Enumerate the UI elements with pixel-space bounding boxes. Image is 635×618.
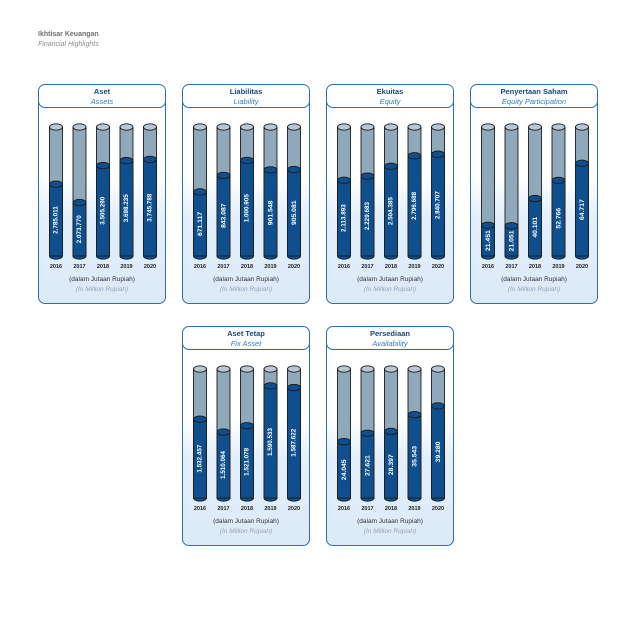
- chart-title: Persediaan: [369, 329, 411, 338]
- value-label: 2.113.893: [340, 204, 348, 232]
- tick-label: 2018: [96, 264, 110, 270]
- tick-label: 2019: [552, 264, 565, 270]
- chart-aset-tetap: [183, 327, 309, 546]
- bar-group: [505, 124, 518, 270]
- panel-header: [182, 84, 310, 108]
- bar-fill-top: [408, 411, 421, 417]
- bar-cap: [241, 124, 254, 130]
- chart-title: Ekuitas: [376, 87, 404, 96]
- panel-penyertaan-saham: [470, 84, 598, 304]
- bar-group: [217, 124, 230, 270]
- unit-label-en: (In Million Rupiah): [219, 528, 273, 535]
- bar-group: [144, 124, 157, 270]
- value-label: 1.587.622: [290, 428, 298, 457]
- unit-label-en: (In Million Rupiah): [219, 286, 273, 293]
- bar-cap: [217, 124, 230, 130]
- bar-fill-top: [338, 438, 351, 444]
- chart-subtitle: Fix Asset: [230, 339, 262, 348]
- bar-cap: [144, 124, 157, 130]
- bar-cap: [194, 366, 207, 372]
- bar-cap: [576, 124, 589, 130]
- bar-group: [385, 366, 398, 512]
- bar-fill-top: [361, 173, 374, 179]
- bar-cap: [361, 366, 374, 372]
- bar-fill-top: [361, 430, 374, 436]
- unit-label: (dalam Jutaan Rupiah): [69, 276, 135, 283]
- chart-title: Liabilitas: [229, 87, 263, 96]
- unit-label: (dalam Jutaan Rupiah): [213, 276, 279, 283]
- bar-group: [552, 124, 565, 270]
- value-label: 52.766: [555, 207, 563, 229]
- unit-label: (dalam Jutaan Rupiah): [357, 518, 423, 525]
- unit-label: (dalam Jutaan Rupiah): [357, 276, 423, 283]
- value-label: 905.081: [290, 200, 298, 226]
- bar-cap: [385, 124, 398, 130]
- bar-fill-top: [73, 199, 86, 205]
- bar-fill-top: [241, 157, 254, 163]
- unit-label-en: (In Million Rupiah): [507, 286, 561, 293]
- bar-group: [432, 366, 445, 512]
- tick-label: 2019: [120, 264, 133, 270]
- bar-cap: [338, 124, 351, 130]
- panel-header: [38, 84, 166, 108]
- bar-group: [241, 124, 254, 270]
- value-label: 27.621: [364, 455, 372, 477]
- report-subtitle: Financial Highlights: [38, 41, 99, 48]
- value-label: 2.840.707: [434, 191, 442, 220]
- tick-label: 2020: [431, 264, 445, 270]
- bar-cap: [432, 124, 445, 130]
- bar-cap: [288, 124, 301, 130]
- tick-label: 2017: [217, 506, 230, 512]
- value-label: 901.548: [267, 200, 275, 226]
- value-label: 21.051: [508, 230, 516, 252]
- tick-label: 2020: [143, 264, 157, 270]
- bar-group: [288, 366, 301, 512]
- bar-cap: [552, 124, 565, 130]
- tick-label: 2018: [240, 264, 254, 270]
- unit-label-en: (In Million Rupiah): [363, 286, 417, 293]
- panel-persediaan: [326, 326, 454, 546]
- bar-cap: [361, 124, 374, 130]
- bar-fill-top: [529, 195, 542, 201]
- bar-cap: [217, 366, 230, 372]
- chart-penyertaan-saham: [471, 85, 597, 304]
- bar-fill-top: [264, 383, 277, 389]
- bar-group: [264, 124, 277, 270]
- bar-group: [361, 124, 374, 270]
- bar-group: [217, 366, 230, 512]
- bar-group: [529, 124, 542, 270]
- panel-aset: [38, 84, 166, 304]
- bar-group: [338, 124, 351, 270]
- bar-fill-top: [144, 156, 157, 162]
- bar-cap: [50, 124, 63, 130]
- bar-group: [97, 124, 110, 270]
- chart-ekuitas: [327, 85, 453, 304]
- bar-fill-top: [505, 223, 518, 229]
- bar-fill-top: [194, 416, 207, 422]
- bar-cap: [120, 124, 133, 130]
- bar-fill-top: [97, 162, 110, 168]
- value-label: 2.229.683: [364, 202, 372, 231]
- bar-fill-top: [385, 428, 398, 434]
- bar-cap: [194, 124, 207, 130]
- value-label: 3.698.235: [123, 194, 131, 223]
- tick-label: 2020: [287, 506, 301, 512]
- bar-cap: [482, 124, 495, 130]
- unit-label: (dalam Jutaan Rupiah): [501, 276, 567, 283]
- bar-cap: [264, 124, 277, 130]
- tick-label: 2020: [575, 264, 589, 270]
- bar-cap: [408, 124, 421, 130]
- unit-label: (dalam Jutaan Rupiah): [213, 518, 279, 525]
- chart-title: Penyertaan Saham: [500, 87, 568, 96]
- tick-label: 2019: [264, 506, 277, 512]
- tick-label: 2019: [264, 264, 277, 270]
- value-label: 1.590.533: [267, 427, 275, 456]
- tick-label: 2016: [337, 506, 351, 512]
- tick-label: 2018: [240, 506, 254, 512]
- panel-liabilitas: [182, 84, 310, 304]
- bar-fill-top: [264, 167, 277, 173]
- value-label: 2.796.688: [411, 191, 419, 220]
- bar-group: [408, 366, 421, 512]
- chart-title: Aset Tetap: [227, 329, 265, 338]
- value-label: 1.532.457: [196, 444, 204, 473]
- value-label: 2.073.770: [76, 215, 84, 244]
- chart-liabilitas: [183, 85, 309, 304]
- tick-label: 2016: [49, 264, 63, 270]
- tick-label: 2018: [384, 264, 398, 270]
- value-label: 21.451: [484, 230, 492, 252]
- bar-cap: [432, 366, 445, 372]
- report-header: [38, 30, 99, 50]
- bar-group: [361, 366, 374, 512]
- value-label: 3.505.290: [99, 196, 107, 225]
- bar-fill-top: [385, 163, 398, 169]
- bar-cap: [505, 124, 518, 130]
- value-label: 671.117: [196, 211, 204, 237]
- tick-label: 2018: [384, 506, 398, 512]
- value-label: 3.745.788: [146, 193, 154, 222]
- tick-label: 2016: [193, 264, 207, 270]
- bar-fill-top: [288, 166, 301, 172]
- chart-subtitle: Equity: [379, 97, 401, 106]
- bar-fill-top: [194, 189, 207, 195]
- tick-label: 2018: [528, 264, 542, 270]
- bar-cap: [408, 366, 421, 372]
- value-label: 843.087: [220, 203, 228, 229]
- bar-cap: [241, 366, 254, 372]
- bar-group: [194, 366, 207, 512]
- bar-cap: [529, 124, 542, 130]
- chart-persediaan: [327, 327, 453, 546]
- bar-fill-top: [288, 384, 301, 390]
- chart-title: Aset: [93, 87, 111, 96]
- bar-cap: [385, 366, 398, 372]
- bar-fill-top: [576, 160, 589, 166]
- value-label: 40.101: [531, 216, 539, 238]
- bar-group: [73, 124, 86, 270]
- bar-fill-top: [432, 151, 445, 157]
- bar-fill-top: [217, 172, 230, 178]
- tick-label: 2019: [408, 506, 421, 512]
- bar-group: [50, 124, 63, 270]
- bar-cap: [338, 366, 351, 372]
- value-label: 1.000.905: [243, 194, 251, 223]
- bar-group: [120, 124, 133, 270]
- bar-fill-top: [408, 153, 421, 159]
- bar-cap: [73, 124, 86, 130]
- bar-group: [264, 366, 277, 512]
- panel-ekuitas: [326, 84, 454, 304]
- bar-fill-top: [50, 181, 63, 187]
- report-title: Ikhtisar Keuangan: [38, 31, 99, 38]
- tick-label: 2016: [481, 264, 495, 270]
- chart-subtitle: Equity Participation: [501, 97, 567, 106]
- bar-group: [385, 124, 398, 270]
- tick-label: 2016: [193, 506, 207, 512]
- tick-label: 2019: [408, 264, 421, 270]
- chart-subtitle: Assets: [90, 97, 114, 106]
- bar-group: [338, 366, 351, 512]
- value-label: 2.785.011: [52, 206, 60, 234]
- bar-cap: [264, 366, 277, 372]
- value-label: 35.543: [411, 445, 419, 467]
- bar-group: [432, 124, 445, 270]
- panel-aset-tetap: [182, 326, 310, 546]
- bar-group: [576, 124, 589, 270]
- bar-fill-top: [217, 429, 230, 435]
- bar-group: [482, 124, 495, 270]
- tick-label: 2020: [431, 506, 445, 512]
- tick-label: 2016: [337, 264, 351, 270]
- bar-fill-top: [432, 403, 445, 409]
- panel-header: [326, 84, 454, 108]
- bar-cap: [97, 124, 110, 130]
- bar-cap: [288, 366, 301, 372]
- panel-header: [326, 326, 454, 350]
- bar-group: [288, 124, 301, 270]
- bar-fill-top: [241, 423, 254, 429]
- value-label: 64.717: [578, 199, 586, 221]
- bar-fill-top: [338, 177, 351, 183]
- panel-header: [182, 326, 310, 350]
- bar-group: [241, 366, 254, 512]
- tick-label: 2017: [217, 264, 230, 270]
- bar-fill-top: [552, 177, 565, 183]
- tick-label: 2017: [73, 264, 86, 270]
- panel-header: [470, 84, 598, 108]
- chart-subtitle: Liability: [233, 97, 259, 106]
- bar-group: [194, 124, 207, 270]
- value-label: 39.280: [434, 441, 442, 463]
- value-label: 1.510.064: [220, 451, 228, 480]
- bar-fill-top: [482, 222, 495, 228]
- chart-subtitle: Availability: [372, 339, 408, 348]
- tick-label: 2020: [287, 264, 301, 270]
- bar-group: [408, 124, 421, 270]
- tick-label: 2017: [361, 506, 374, 512]
- tick-label: 2017: [505, 264, 518, 270]
- value-label: 2.504.385: [387, 197, 395, 226]
- value-label: 24.045: [340, 459, 348, 481]
- value-label: 1.521.078: [243, 447, 251, 476]
- value-label: 28.397: [387, 454, 395, 476]
- tick-label: 2017: [361, 264, 374, 270]
- bar-fill-top: [120, 157, 133, 163]
- unit-label-en: (In Million Rupiah): [75, 286, 129, 293]
- chart-aset: [39, 85, 165, 304]
- unit-label-en: (In Million Rupiah): [363, 528, 417, 535]
